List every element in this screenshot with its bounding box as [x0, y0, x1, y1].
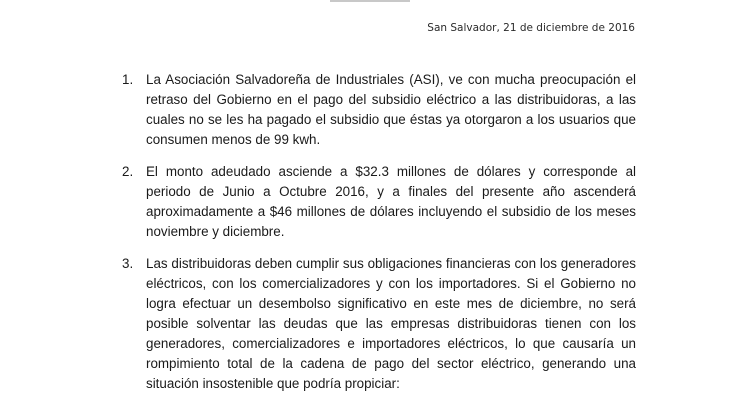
item-text: Las distribuidoras deben cumplir sus obligaciones financieras con los generadores eléctricos, con los comercializadores y con los importadores. Si el Gobierno no logra efectuar un desembolso significativo en este mes de diciembre, no será posible solventar las deudas que las empresas distribuidoras tienen con los generadores, comercializadores e importadores eléctricos, lo que causaría un rompimiento total de la cadena de pago del sector eléctrico, generando una situación insostenible que podría propiciar:: [146, 256, 636, 391]
item-text: El monto adeudado asciende a $32.3 millones de dólares y corresponde al periodo de Junio a Octubre 2016, y a finales del presente año ascenderá aproximadamente a $46 millones de dólares incluyendo el subsidio de los meses noviembre y diciembre.: [146, 164, 636, 239]
list-item-1: [122, 70, 636, 150]
header-rule: [330, 0, 410, 2]
date-line: San Salvador, 21 de diciembre de 2016: [427, 22, 635, 34]
item-number: 2.: [122, 164, 134, 179]
item-text: La Asociación Salvadoreña de Industriales (ASI), ve con mucha preocupación el retraso del Gobierno en el pago del subsidio eléctrico a las distribuidoras, a las cuales no se les ha pagado el subsidio que éstas ya otorgaron a los usuarios que consumen menos de 99 kwh.: [146, 72, 636, 147]
item-number: 3.: [122, 256, 134, 271]
item-number: 1.: [122, 72, 134, 87]
numbered-list: [122, 70, 636, 400]
list-item-3: [122, 254, 636, 394]
list-item-2: [122, 162, 636, 242]
